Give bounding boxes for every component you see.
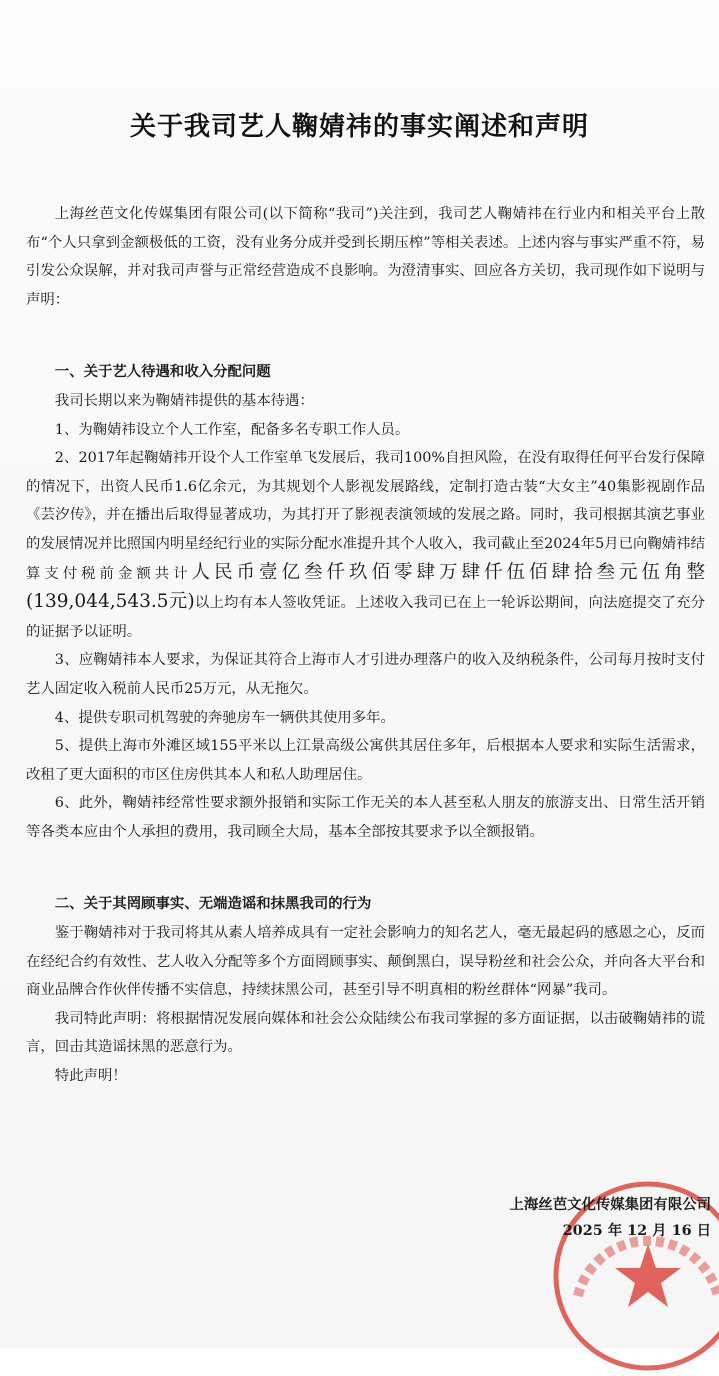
item-2	[26, 444, 705, 646]
section2-paragraph-2: 我司特此声明：将根据情况发展向媒体和社会公众陆续公布我司掌握的多方面证据，以击破鞠婧祎的谎言，回击其造谣抹黑的恶意行为。	[26, 1010, 705, 1056]
spacer	[26, 314, 705, 358]
item-1: 1、为鞠婧祎设立个人工作室，配备多名专职工作人员。	[54, 421, 410, 438]
document-title: 关于我司艺人鞠婧祎的事实阐述和声明	[129, 112, 589, 142]
closing-line: 特此声明！	[54, 1068, 127, 1085]
signature-date: 2025 年 12 月 16 日	[562, 1222, 711, 1239]
item-5: 5、提供上海市外滩区域155平米以上江景高级公寓供其居住多年，后根据本人要求和实际生活需求，改租了更大面积的市区住房供其本人和私人助理居住。	[26, 738, 705, 783]
seal-star-icon	[615, 1244, 681, 1307]
item-4: 4、提供专职司机驾驶的奔驰房车一辆供其使用多年。	[54, 709, 395, 726]
item-2-amount: 人民币壹亿叁仟玖佰零肆万肆仟伍佰肆拾叁元伍角整(139,044,543.5元)	[26, 561, 705, 613]
document-body	[26, 200, 705, 1091]
section1-lead: 我司长期以来为鞠婧祎提供的基本待遇：	[54, 392, 314, 409]
item-2-text-a: 2、2017年起鞠婧祎开设个人工作室单飞发展后，我司100%自担风险，在没有取得任何平台发行保障的情况下，出资人民币1.6亿余元，为其规划个人影视发展路线，定制打造古装“大女主”40集影视剧作品《芸汐传》，并在播出后取得显著成功，为其打开了影视表演领域的发展之路。同时，我司根据其演艺事业的发展情况并比照国内明星经纪行业的实际分配水准提升其个人收入，我司截止至2024年5月已向鞠婧祎结算支付税前金额共计	[26, 450, 705, 582]
section2-heading: 二、关于其罔顾事实、无端造谣和抹黑我司的行为	[54, 895, 372, 913]
intro-paragraph: 上海丝芭文化传媒集团有限公司(以下简称“我司”)关注到，我司艺人鞠婧祎在行业内和相关平台上散布“个人只拿到金额极低的工资，没有业务分成并受到长期压榨”等相关表述。上述内容与事实严重不符，易引发公众误解，并对我司声誉与正常经营造成不良影响。为澄清事实、回应各方关切，我司现作如下说明与声明：	[26, 206, 705, 308]
item-3: 3、应鞠婧祎本人要求，为保证其符合上海市人才引进办理落户的收入及纳税条件，公司每月按时支付艺人固定收入税前人民币25万元，从无拖欠。	[26, 652, 705, 697]
signature-block	[510, 1192, 711, 1244]
item-2-text-b: 以上均有本人签收凭证。上述收入我司已在上一轮诉讼期间，向法庭提交了充分的证据予以证明。	[26, 595, 705, 640]
section1-heading: 一、关于艺人待遇和收入分配问题	[54, 363, 271, 381]
spacer	[26, 846, 705, 890]
item-6: 6、此外，鞠婧祎经常性要求额外报销和实际工作无关的本人甚至私人朋友的旅游支出、日常生活开销等各类本应由个人承担的费用，我司顾全大局，基本全部按其要求予以全额报销。	[26, 795, 705, 840]
section2-paragraph-1: 鉴于鞠婧祎对于我司将其从素人培养成具有一定社会影响力的知名艺人，毫无最起码的感恩之心，反而在经纪合约有效性、艺人收入分配等多个方面罔顾事实、颠倒黑白，误导粉丝和社会公众，并向各大平台和商业品牌合作伙伴传播不实信息，持续抹黑公司，甚至引导不明真相的粉丝群体“网暴”我司。	[26, 925, 705, 999]
signature-company: 上海丝芭文化传媒集团有限公司	[509, 1196, 711, 1213]
